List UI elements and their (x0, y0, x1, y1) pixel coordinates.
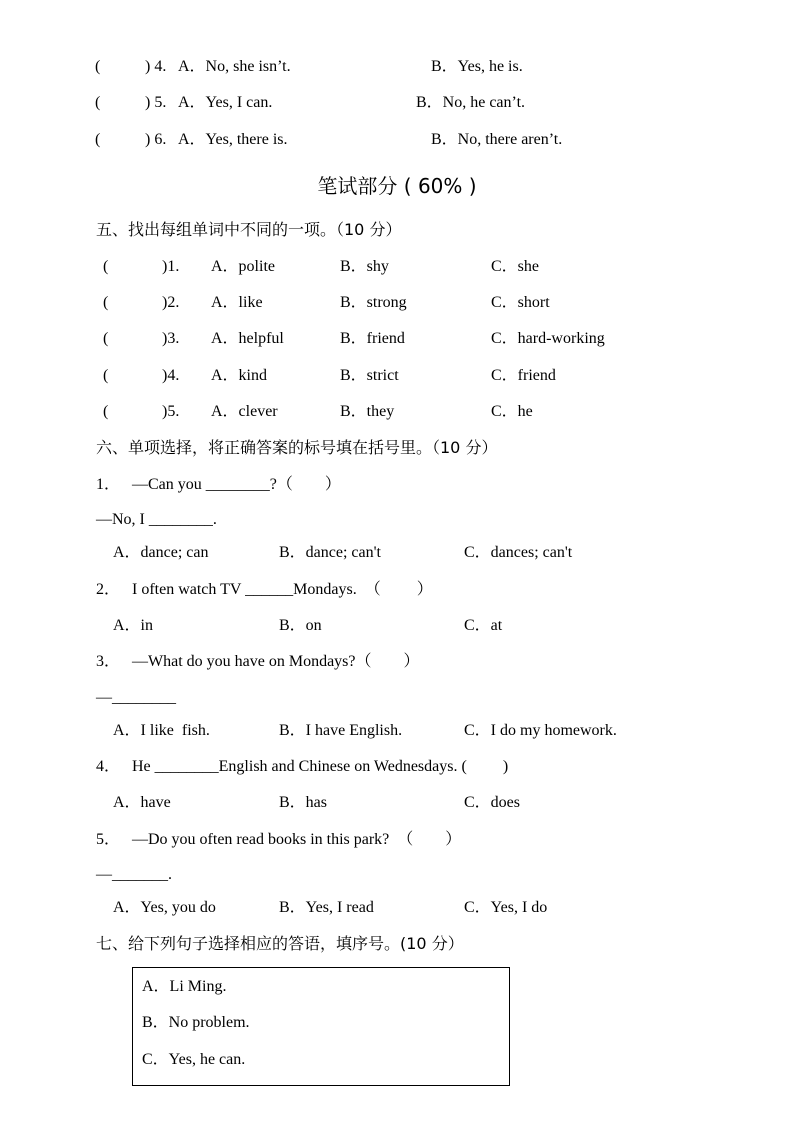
option-b: B．No, he can’t. (416, 94, 526, 111)
option-b: B．has (279, 794, 328, 811)
option-b: B．strong (340, 294, 407, 311)
option-a: A．polite (211, 258, 275, 275)
answer-paren: ( (103, 367, 109, 384)
question-reply: —_______. (96, 866, 172, 883)
written-part-title: 笔试部分 ( 60% ) (317, 174, 477, 198)
option-a: A．No, she isn’t. (178, 58, 291, 75)
option-c: C．hard-working (491, 330, 605, 347)
option-b: B．friend (340, 330, 405, 347)
section5-heading: 五、找出每组单词中不同的一项。（10 分） (96, 220, 402, 239)
question-stem: 2． I often watch TV ______Mondays. （ ） (96, 581, 433, 598)
question-reply: —________ (96, 689, 176, 706)
option-c: C．friend (491, 367, 556, 384)
question-stem: 5． —Do you often read books in this park? （ ） (96, 831, 462, 848)
option-a: A．kind (211, 367, 268, 384)
section6-heading: 六、单项选择，将正确答案的标号填在括号里。（10 分） (96, 438, 498, 457)
question-stem: 1． —Can you ________?（ ） (96, 476, 341, 493)
answer-paren: ( (103, 330, 109, 347)
answer-option-b: B．No problem. (142, 1014, 250, 1031)
option-a: A．dance; can (113, 544, 209, 561)
question-reply: —No, I ________. (96, 511, 217, 528)
item-number: )4. (162, 367, 180, 384)
item-number: )3. (162, 330, 180, 347)
option-a: A．I like fish. (113, 722, 210, 739)
option-b: B．they (340, 403, 395, 420)
question-stem: 4． He ________English and Chinese on Wednesdays. ( ) (96, 758, 509, 775)
option-a: A．Yes, there is. (178, 131, 288, 148)
answer-paren: ( (103, 258, 109, 275)
answer-paren: ( (95, 94, 101, 111)
option-a: A．clever (211, 403, 278, 420)
option-a: A．helpful (211, 330, 284, 347)
item-number: )5. (162, 403, 180, 420)
item-number: ) 6. (145, 131, 167, 148)
option-c: C．dances; can't (464, 544, 573, 561)
item-number: ) 5. (145, 94, 167, 111)
question-stem: 3． —What do you have on Mondays?（ ） (96, 653, 420, 670)
option-a: A．in (113, 617, 154, 634)
option-b: B．strict (340, 367, 399, 384)
item-number: ) 4. (145, 58, 167, 75)
section7-heading: 七、给下列句子选择相应的答语，填序号。(10 分） (96, 934, 464, 953)
option-b: B．No, there aren’t. (431, 131, 563, 148)
answer-options-box (132, 967, 510, 1086)
option-b: B．on (279, 617, 322, 634)
option-b: B．Yes, I read (279, 899, 374, 916)
option-c: C．does (464, 794, 521, 811)
item-number: )1. (162, 258, 180, 275)
option-a: A．Yes, I can. (178, 94, 273, 111)
answer-paren: ( (95, 131, 101, 148)
option-c: C．he (491, 403, 533, 420)
answer-paren: ( (95, 58, 101, 75)
answer-option-c: C．Yes, he can. (142, 1051, 246, 1068)
option-a: A．have (113, 794, 171, 811)
option-c: C．at (464, 617, 503, 634)
option-a: A．like (211, 294, 263, 311)
option-b: B．Yes, he is. (431, 58, 523, 75)
option-b: B．I have English. (279, 722, 403, 739)
option-a: A．Yes, you do (113, 899, 216, 916)
option-c: C．I do my homework. (464, 722, 617, 739)
answer-option-a: A．Li Ming. (142, 978, 227, 995)
option-c: C．she (491, 258, 540, 275)
option-c: C．short (491, 294, 550, 311)
item-number: )2. (162, 294, 180, 311)
option-b: B．dance; can't (279, 544, 381, 561)
answer-paren: ( (103, 294, 109, 311)
option-c: C．Yes, I do (464, 899, 548, 916)
option-b: B．shy (340, 258, 389, 275)
answer-paren: ( (103, 403, 109, 420)
